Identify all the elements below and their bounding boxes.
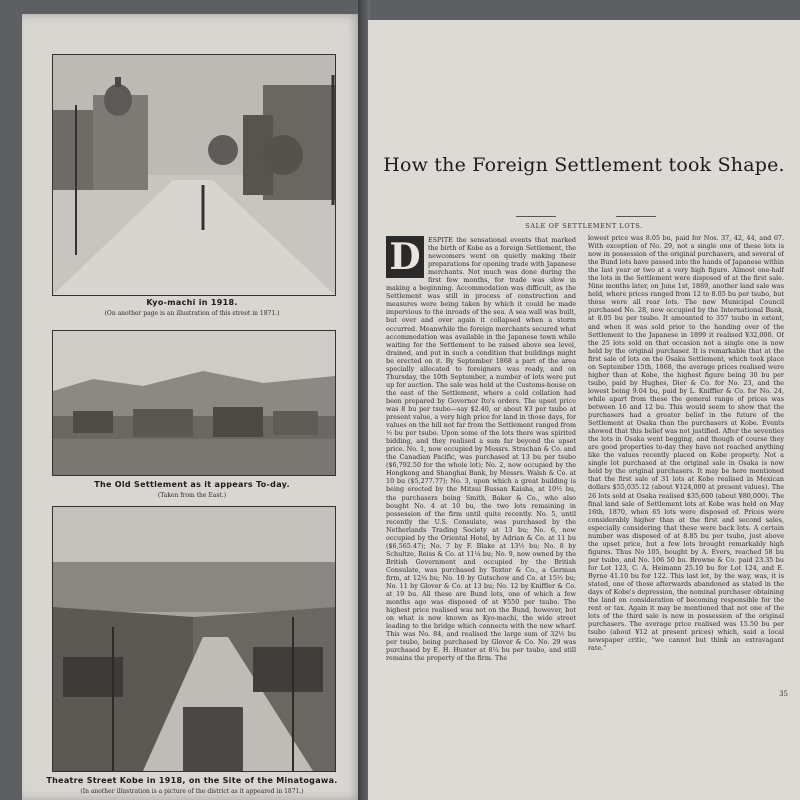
left-page	[22, 14, 362, 800]
photo-kyo-machi	[52, 54, 336, 296]
article-title: How the Foreign Settlement took Shape.	[383, 154, 785, 176]
subcaption-old-settlement: (Taken from the East.)	[157, 492, 227, 499]
subcaption-kyo-machi: (On another page is an illustration of this street in 1871.)	[104, 310, 280, 317]
title-rule-left	[516, 216, 556, 217]
caption-old-settlement: The Old Settlement as it appears To-day.	[94, 480, 290, 489]
page-number: 35	[779, 690, 788, 698]
kyo-machi-illustration	[53, 55, 335, 295]
subcaption-theatre-street: (In another illustration is a picture of the district as it appeared in 1871.)	[80, 788, 304, 795]
column-2-text: lowest price was 8.05 bu, paid for Nos. 37, 42, 44, and 67. With exception of No. 29, not a single one of these lots is now in possession of the original purchasers, and several of the Bund lots have passed into the hands of Japanese within the last year or two at a very high figure. Almost one-half the lots in the Settlement were disposed of at the first sale. Nine months later, on June 1st, 1869, another land sale was held, where prices ranged from 12 to 8.05 bu per tsubo, but these were all rear lots. The new Municipal Council purchased No. 28, now occupied by the International Bank, at 8.05 bu per tsubo. It amounted to 357 tsubo in extent, and when it was sold prior to the handing over of the Settlement to the Japanese in 1899 it realised ¥32,000. Of the 25 lots sold on that occasion not a single one is now held by the original purchaser. It is remarkable that at the first sale of lots on the Osaka Settlement, which took place on September 15th, 1868, the average prices realised were higher than at Kobe, the highest figure being 30 bu per tsubo, paid by Hughes, Dier & Co. for No. 23, and the lowest being 9.04 bu, paid by L. Kniffler & Co. for No. 24, while apart from these the general range of prices was between 16 and 12 bu. This would seem to show that the purchasers had a greater belief in the future of the Settlement at Osaka than the purchasers at Kobe. Events showed that this belief was not justified. After the seventies the lots in Osaka went begging, and though of course they are good properties to-day they have not reached anything like the values recently placed on Kobe property. Not a single lot purchased at the original sale in Osaka is now held by the original purchasers. It may be here mentioned that the first sale of 31 lots at Kobe realised in Mexican dollars $55,035.12 (about ¥124,000 at present values). The 26 lots sold at Osaka realised $35,600 (about ¥80,000). The final land sale of Settlement lots at Kobe was held on May 16th, 1870, when 65 lots were disposed of. Prices were considerably higher than at the first and second sales, especially considering that these were back lots. A certain number was disposed of at 8.85 bu per tsubo, just above the upset price, but a few lots brought remarkably high figures. Thus No 105, bought by A. Evers, reached 58 bu per tsubo, and No. 106 50 bu. Browne & Co. paid 23.35 bu for Lot 123, C. A. Heimann 25.10 bu for Lot 124, and E. Byrne 41.10 bu for 122. This last lot, by the way, was, it is stated, one of those afterwards abandoned as stated in the days of Kobe's depression, the nominal purchaser obtaining the land on consideration of becoming responsible for the rent or tax. Again it may be mentioned that not one of the lots of the third sale is now in possession of the original purchasers. The average price realised was 15.50 bu per tsubo (about ¥12 at present prices) which, said a local newspaper critic, "we cannot but think an extravagant rate."	[588, 234, 784, 653]
article-subtitle: SALE OF SETTLEMENT LOTS.	[525, 222, 643, 230]
text-column-1	[386, 236, 576, 786]
photo-old-settlement	[52, 330, 336, 476]
right-page	[368, 20, 800, 800]
title-rule-right	[616, 216, 656, 217]
theatre-street-illustration	[53, 507, 335, 771]
text-column-2	[588, 234, 784, 786]
photo-theatre-street	[52, 506, 336, 772]
caption-theatre-street: Theatre Street Kobe in 1918, on the Site of the Minatogawa.	[46, 776, 338, 785]
old-settlement-illustration	[53, 331, 335, 475]
drop-cap: D	[386, 236, 424, 278]
column-1-text: ESPITE the sensational events that marked the birth of Kobe as a foreign Settlement, the newcomers went on quietly making their preparations for opening trade with Japanese merchants. Not much was done during the first few months, for trade was slow in making a beginning. Accommodation was difficult, as the Settlement was still in process of construction and measures were being taken by which it could be made impervious to the inroads of the sea. A sea wall was built, but over and over again it collapsed when a storm occurred. Meanwhile the foreign merchants secured what accommodation was available in the Japanese town while waiting for the Settlement to be raised above sea level, drained, and put in such a condition that buildings might be erected on it. By September 1868 a part of the area specially allocated to foreigners was ready, and on Thursday, the 10th September, a number of lots were put up for auction. The sale was held at the Customs-house on the east of the Settlement, where a cold collation had been prepared by Governor Ito's orders. The upset price was 8 bu per tsubo—say $2.40, or about ¥3 per tsubo at present value, a very high price for land in those days, for values on the hill not far from the Settlement ranged from ½ bu per tsubo. Upon some of the lots there was spirited bidding, and they realised a sum far beyond the upset price. No. 1, now occupied by Messrs. Strachan & Co. and the Canadian Pacific, was purchased at 13 bu per tsubo ($6,792.50 for the whole lot); No. 2, now occupied by the Hongkong and Shanghai Bank, by Messrs. Walsh & Co. at 10 bu ($5,277.77); No. 3, upon which a great building is being erected by the Mitsui Bussan Kaisha, at 10½ bu, the purchasers being Smith, Baker & Co., who also bought No. 4 at 10 bu, the two lots remaining in possession of the firm until quite recently. No. 5, until recently the U.S. Consulate, was purchased by the Netherlands Trading Society at 13 bu; No. 6, now occupied by the Oriental Hotel, by Adrian & Co. at 11 bu ($6,565.47); No. 7 by F. Blake at 13½ bu; No. 8 by Schultze, Reiss & Co. at 11¼ bu; No. 9, now owned by the British Government and occupied by the British Consulate, was purchased by Textor & Co., a German firm, at 12¼ bu; No. 10 by Gutschow and Co. at 15½ bu; No. 11 by Glover & Co. at 13 bu; No. 12 by Kniffler & Co. at 19 bu. All these are Bund lots, one of which a few months ago was disposed of at ¥550 per tsubo. The highest price realised was not on the Bund, however, but on what is now known as Kyo-machi, the wide street leading to the bridge which connects with the new wharf. This was No. 84, and realised the large sum of 32½ bu per tsubo, being purchased by Glover & Co. No. 29 was purchased by E. H. Hunter at 8¼ bu per tsubo, and still remains the property of the firm. The	[386, 236, 576, 663]
caption-kyo-machi: Kyo-machi in 1918.	[146, 298, 238, 307]
